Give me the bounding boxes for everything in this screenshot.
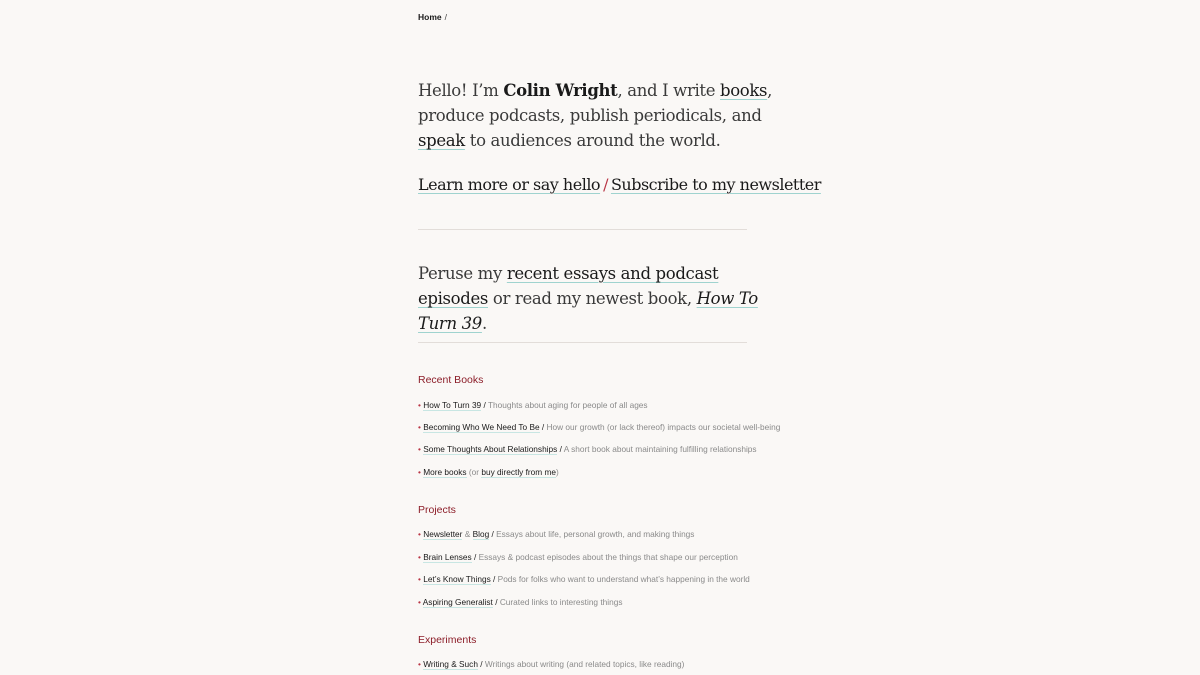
paren-open: (or [466,467,482,477]
item-description: Essays about life, personal growth, and making things [496,529,695,539]
item-description: Writings about writing (and related topics, like reading) [484,659,685,669]
intro-text-4: to audiences around the world. [464,131,721,150]
item-separator: / [493,574,496,584]
bullet: • [418,597,421,607]
intro-text-3: , produce podcasts, publish periodicals, and [418,81,773,125]
cta-separator: / [603,175,608,194]
subscribe-newsletter-link[interactable]: Subscribe to my newsletter [610,175,821,194]
list-item [418,400,648,410]
breadcrumb-home-link[interactable]: Home [418,12,442,22]
divider [418,229,747,230]
ampersand: & [462,529,473,539]
intro-paragraph [418,78,783,153]
bullet: • [418,574,421,584]
divider [418,342,747,343]
bullet: • [418,400,421,410]
blog-link[interactable]: Blog [472,529,490,539]
buy-direct-link[interactable]: buy directly from me [481,467,557,477]
peruse-text-1: Peruse my [418,264,507,283]
list-item [418,422,780,432]
item-description: Essays & podcast episodes about the things that shape our perception [478,552,738,562]
recent-books-heading: Recent Books [418,374,484,386]
item-separator: / [483,400,486,410]
recent-essays-link[interactable]: recent essays and podcast episodes [418,264,719,308]
bullet: • [418,467,421,477]
list-item [418,552,738,562]
list-item [418,529,694,539]
list-item [418,444,757,454]
speak-link[interactable]: speak [418,131,465,150]
paren-close: ) [556,467,559,477]
item-description: How our growth (or lack thereof) impacts our societal well-being [546,422,781,432]
book-link-becoming-who-we-need-to-be[interactable]: Becoming Who We Need To Be [423,422,540,432]
item-description: A short book about maintaining fulfilling relationships [563,444,757,454]
writing-and-such-link[interactable]: Writing & Such [423,659,478,669]
peruse-paragraph [418,261,783,336]
newsletter-link[interactable]: Newsletter [423,529,463,539]
item-description: Curated links to interesting things [499,597,623,607]
bullet: • [418,529,421,539]
lets-know-things-link[interactable]: Let’s Know Things [423,574,491,584]
item-description: Thoughts about aging for people of all ages [487,400,648,410]
bullet: • [418,444,421,454]
breadcrumb [418,12,447,22]
book-link-how-to-turn-39[interactable]: How To Turn 39 [423,400,482,410]
breadcrumb-separator: / [444,12,447,22]
item-separator: / [559,444,562,454]
item-separator: / [480,659,483,669]
item-separator: / [495,597,498,607]
newest-book-link[interactable]: How To Turn 39 [418,289,758,333]
item-separator: / [541,422,545,432]
peruse-text-2: or read my newest book, [488,289,697,308]
list-item [418,467,559,477]
experiments-heading: Experiments [418,634,477,646]
list-item [418,597,623,607]
author-name: Colin Wright [503,81,618,100]
cta-line [418,173,821,197]
bullet: • [418,552,421,562]
peruse-text-3: . [481,314,487,333]
bullet: • [418,659,421,669]
item-separator: / [473,552,477,562]
item-separator: / [491,529,494,539]
list-item [418,659,684,669]
bullet: • [418,422,421,432]
item-description: Pods for folks who want to understand what’s happening in the world [497,574,750,584]
book-link-some-thoughts-about-relationships[interactable]: Some Thoughts About Relationships [423,444,558,454]
brain-lenses-link[interactable]: Brain Lenses [423,552,472,562]
intro-text-2: , and I write [617,81,721,100]
books-link[interactable]: books [720,81,768,100]
learn-more-link[interactable]: Learn more or say hello [418,175,601,194]
projects-heading: Projects [418,504,456,516]
aspiring-generalist-link[interactable]: Aspiring Generalist [422,597,493,607]
list-item [418,574,750,584]
intro-text-1: Hello! I’m [418,81,504,100]
more-books-link[interactable]: More books [423,467,467,477]
